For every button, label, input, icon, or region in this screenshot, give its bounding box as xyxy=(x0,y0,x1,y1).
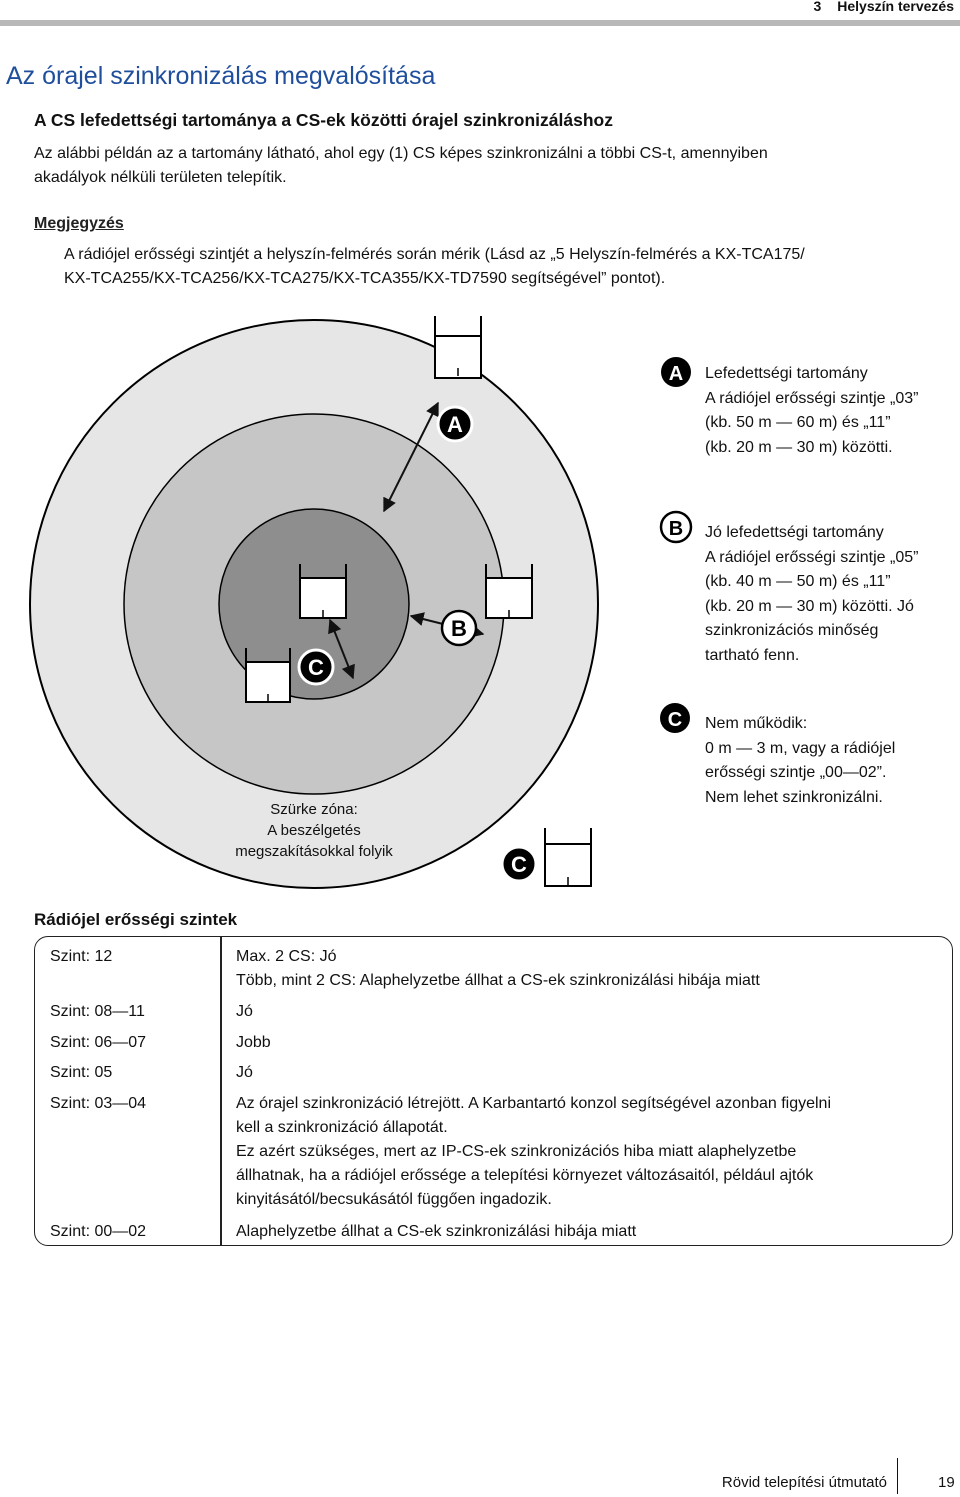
level-description xyxy=(236,1000,936,1024)
marker-a-icon xyxy=(438,407,472,441)
level-description-line: Jó xyxy=(236,1064,253,1081)
level-description-line: Alaphelyzetbe állhat a CS-ek szinkronizálási hibája miatt xyxy=(236,1223,637,1240)
legend-line: 0 m — 3 m, vagy a rádiójel xyxy=(705,739,896,757)
legend-line: A rádiójel erősségi szintje „05” xyxy=(705,548,919,566)
marker-b-icon xyxy=(442,611,476,645)
legend-line: (kb. 40 m — 50 m) és „11” xyxy=(705,573,891,590)
grey-zone-line: megszakításokkal folyik xyxy=(235,843,393,860)
marker-b-label: B xyxy=(451,616,467,641)
level-description-line: Több, mint 2 CS: Alaphelyzetbe állhat a CS-ek szinkronizálási hibája miatt xyxy=(236,972,760,989)
legend-line: (kb. 20 m — 30 m) közötti. Jó xyxy=(705,597,914,615)
section-heading: A CS lefedettségi tartománya a CS-ek közötti órajel szinkronizáláshoz xyxy=(34,110,613,130)
note-line: A rádiójel erősségi szintjét a helyszín-felmérés során mérik (Lásd az „5 Helyszín-felmérés a KX-TCA175/ xyxy=(64,246,805,263)
legend-line: A rádiójel erősségi szintje „03” xyxy=(705,389,919,407)
footer-label: Rövid telepítési útmutató xyxy=(721,1474,887,1491)
legend-line: erősségi szintje „00—02”. xyxy=(705,764,887,781)
legend-a-text xyxy=(705,362,955,460)
level-description-line: kell a szinkronizáció állapotát. xyxy=(236,1119,448,1136)
marker-c-outside-icon xyxy=(502,847,536,881)
legend-line: Lefedettségi tartomány xyxy=(705,365,868,382)
legend-line: szinkronizációs minőség xyxy=(705,622,879,639)
level-label: Szint: 00—02 xyxy=(50,1223,147,1240)
level-description xyxy=(236,1031,936,1055)
level-description-line: állhatnak, ha a rádiójel erőssége a telepítési környezet változásaitól, például ajtók xyxy=(236,1167,814,1184)
cs-antenna-icon xyxy=(435,316,481,378)
level-label: Szint: 06—07 xyxy=(50,1034,147,1051)
grey-zone-line: Szürke zóna: xyxy=(270,801,358,818)
legend-line: Nem lehet szinkronizálni. xyxy=(705,788,883,806)
level-description xyxy=(236,1092,936,1212)
note-line: KX-TCA255/KX-TCA256/KX-TCA275/KX-TCA355/KX-TD7590 segítségével” pontot). xyxy=(64,270,666,287)
legend-b-text xyxy=(705,521,955,668)
level-description xyxy=(236,945,936,993)
marker-a-label: A xyxy=(447,412,463,437)
legend-badge-c-label: C xyxy=(667,709,683,731)
level-label: Szint: 05 xyxy=(50,1064,113,1081)
level-description-line: Max. 2 CS: Jó xyxy=(236,948,337,965)
intro-line: Az alábbi példán az a tartomány látható, ahol egy (1) CS képes szinkronizálni a többi CS-t, amennyiben xyxy=(34,145,768,162)
note-heading: Megjegyzés xyxy=(34,215,124,232)
page-title: Az órajel szinkronizálás megvalósítása xyxy=(6,62,436,90)
legend-badge-b-label: B xyxy=(668,518,684,540)
legend-line: Jó lefedettségi tartomány xyxy=(705,524,884,541)
level-label: Szint: 12 xyxy=(50,948,113,965)
grey-zone-caption xyxy=(222,799,406,862)
note-body xyxy=(64,243,934,291)
level-description-line: Jó xyxy=(236,1003,253,1020)
legend-c-text xyxy=(705,712,955,810)
levels-column-divider xyxy=(220,937,222,1245)
levels-heading: Rádiójel erősségi szintek xyxy=(34,910,238,929)
page-number: 19 xyxy=(938,1474,955,1491)
legend-line: (kb. 20 m — 30 m) közötti. xyxy=(705,438,893,456)
legend-line: Nem működik: xyxy=(705,715,808,732)
header-bar xyxy=(0,20,960,26)
intro-paragraph xyxy=(34,142,914,190)
level-label: Szint: 03—04 xyxy=(50,1095,147,1112)
running-header xyxy=(813,0,954,14)
level-description-line: Az órajel szinkronizáció létrejött. A Karbantartó konzol segítségével azonban figyelni xyxy=(236,1095,832,1112)
chapter-number: 3 xyxy=(813,0,822,14)
legend-badge-b-icon xyxy=(661,512,691,542)
marker-c-outside-label: C xyxy=(511,852,527,877)
legend-line: tartható fenn. xyxy=(705,646,800,664)
level-description xyxy=(236,1061,936,1085)
level-label: Szint: 08—11 xyxy=(50,1003,145,1020)
legend-line: (kb. 50 m — 60 m) és „11” xyxy=(705,414,891,431)
level-description-line: Jobb xyxy=(236,1034,271,1051)
legend-badge-c-icon xyxy=(660,703,690,733)
legend-badge-a-label: A xyxy=(668,363,684,385)
legend-badge-a-icon xyxy=(661,357,691,387)
chapter-title: Helyszín tervezés xyxy=(837,0,954,14)
level-description-line: Ez azért szükséges, mert az IP-CS-ek szinkronizációs hiba miatt alaphelyzetbe xyxy=(236,1143,797,1160)
intro-line: akadályok nélküli területen telepítik. xyxy=(34,169,287,186)
level-description xyxy=(236,1220,936,1244)
marker-c-label: C xyxy=(308,655,324,680)
grey-zone-line: A beszélgetés xyxy=(267,822,361,839)
footer-divider xyxy=(897,1458,898,1494)
level-description-line: kinyitásától/becsukásától függően ingadozik. xyxy=(236,1191,552,1208)
marker-c-icon xyxy=(299,650,333,684)
cs-antenna-icon xyxy=(545,828,591,886)
